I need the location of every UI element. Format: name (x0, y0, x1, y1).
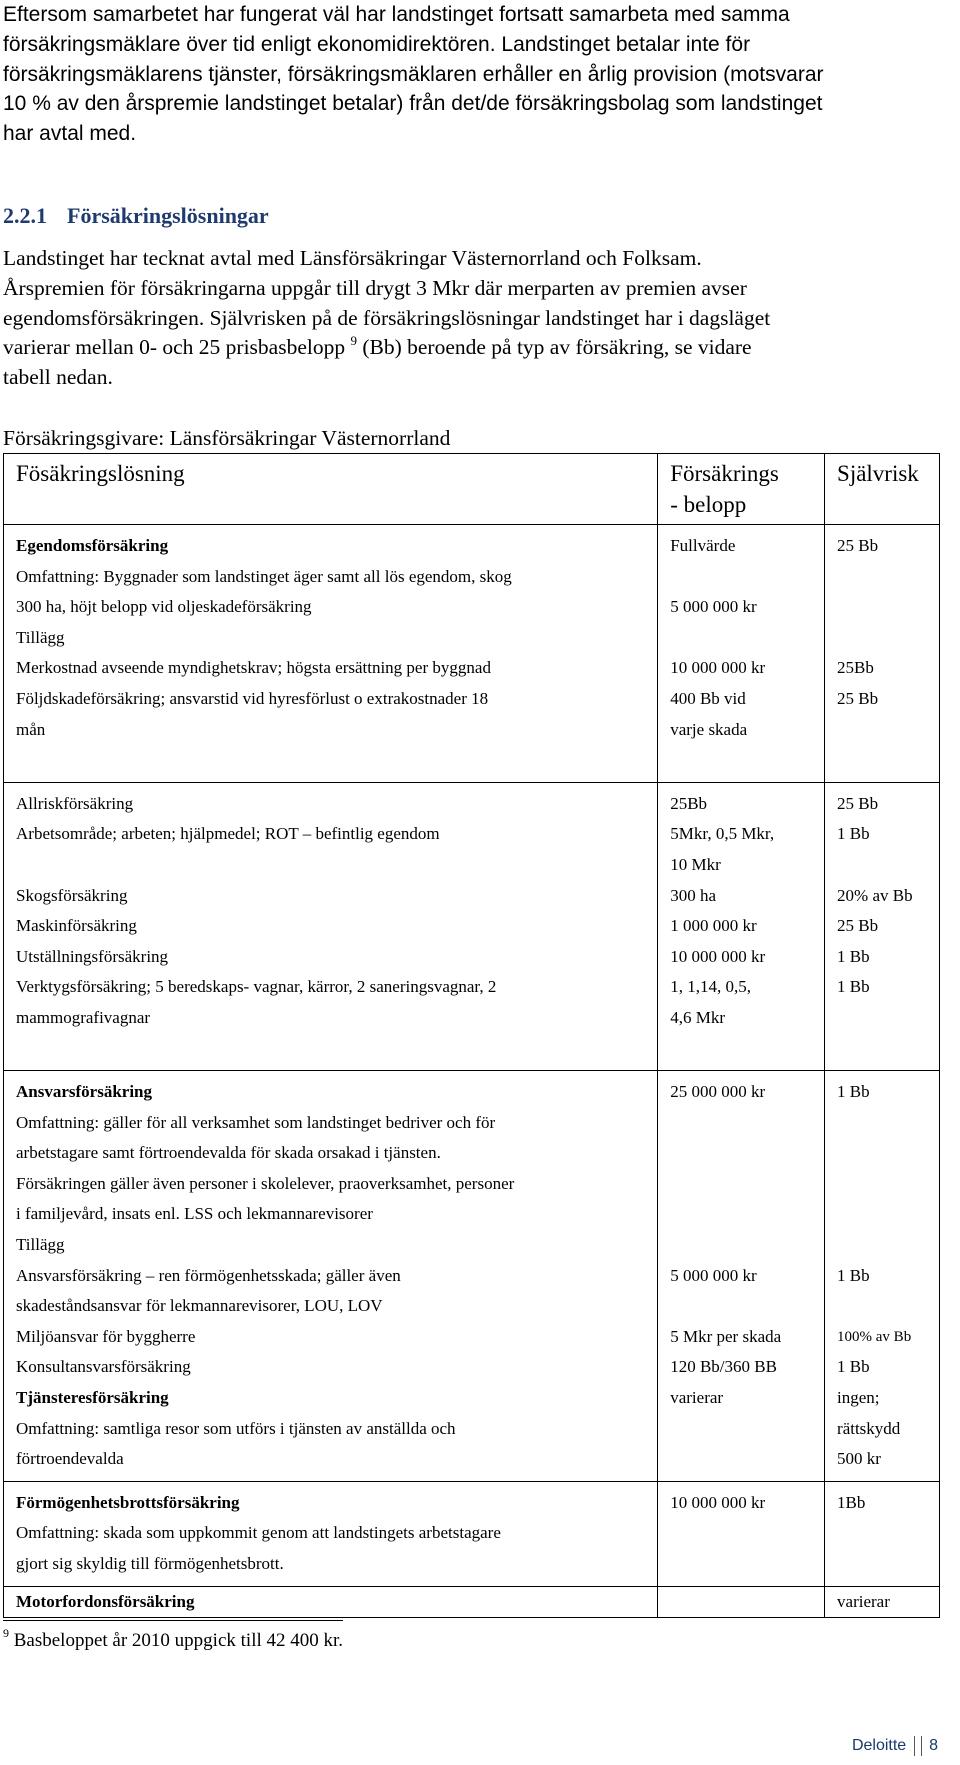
section-heading (3, 203, 269, 229)
solution-cell: Allriskförsäkring Arbetsområde; arbeten; hjälpmedel; ROT – befintlig egendom Skogsförsäkring Maskinförsäkring Utställningsförsäkring Verktygsförsäkring; 5 beredskaps- vagnar, kärror, 2 saneringsvagnar, 2 mammografivagnar (4, 782, 658, 1070)
solution-cell: Ansvarsförsäkring Omfattning: gäller för all verksamhet som landstinget bedriver och för arbetstagare samt förtroendevalda för skada orsakad i tjänsten. Försäkringen gäller även personer i skolelever, praoverksamhet, personer i familjevård, insats enl. LSS och lekmannarevisorer Tillägg Ansvarsförsäkring – ren förmögenhetsskada; gäller även skadeståndsansvar för lekmannarevisorer, LOU, LOV Miljöansvar för byggherre Konsultansvarsförsäkring Tjänsteresförsäkring Omfattning: samtliga resor som utförs i tjänsten av anställda och förtroendevalda (4, 1071, 658, 1482)
deductible-cell: 1Bb (825, 1481, 940, 1586)
page-footer (852, 1736, 938, 1756)
section-number: 2.2.1 (3, 203, 47, 228)
deductible-cell: varierar (825, 1586, 940, 1618)
solution-cell: Förmögenhetsbrottsförsäkring Omfattning: skada som uppkommit genom att landstingets arbetstagare gjort sig skyldig till förmögenhetsbrott. (4, 1481, 658, 1586)
insurer-caption: Försäkringsgivare: Länsförsäkringar Västernorrland (3, 426, 451, 450)
text-line: egendomsförsäkringen. Självrisken på de försäkringslösningar landstinget har i dagsläget (3, 305, 771, 330)
amount-cell: 10 000 000 kr (658, 1481, 825, 1586)
text-line: Eftersom samarbetet har fungerat väl har landstinget fortsatt samarbeta med samma (3, 3, 790, 26)
table-row (4, 782, 940, 1070)
text-segment: varierar mellan 0- och 25 prisbasbelopp (3, 335, 346, 360)
amount-cell: Fullvärde 5 000 000 kr 10 000 000 kr 400 Bb vid varje skada (658, 525, 825, 783)
col-header-solution: Fösäkringslösning (4, 454, 658, 525)
text-line (3, 333, 943, 363)
footnote (3, 1626, 344, 1652)
text-line: försäkringsmäklare över tid enligt ekonomidirektören. Landstinget betalar inte för (3, 32, 751, 56)
amount-cell: 25Bb 5Mkr, 0,5 Mkr, 10 Mkr 300 ha 1 000 000 kr 10 000 000 kr 1, 1,14, 0,5, 4,6 Mkr (658, 782, 825, 1070)
text-line: försäkringsmäklarens tjänster, försäkringsmäklaren erhåller en årlig provision (motsvarar (3, 62, 824, 86)
brand-name: Deloitte (851, 1737, 907, 1755)
text-line: tabell nedan. (3, 365, 113, 390)
deductible-cell: 25 Bb 1 Bb 20% av Bb 25 Bb 1 Bb 1 Bb (825, 782, 940, 1070)
footer-divider (914, 1736, 915, 1756)
table-row (4, 1071, 940, 1482)
solution-cell: Egendomsförsäkring Omfattning: Byggnader som landstinget äger samt all lös egendom, skog 300 ha, höjt belopp vid oljeskadeförsäkring Tillägg Merkostnad avseende myndighetskrav; högsta ersättning per byggnad Följdskadeförsäkring; ansvarstid vid hyresförlust o extrakostnader 18 mån (4, 525, 658, 783)
body-paragraph (3, 244, 943, 393)
footer-divider (921, 1736, 922, 1756)
text-line: 10 % av den årspremie landstinget betalar) från det/de försäkringsbolag som landstinget (3, 92, 823, 116)
footnote-text: Basbeloppet år 2010 uppgick till 42 400 kr. (13, 1630, 344, 1651)
table-row (4, 1586, 940, 1618)
text-line: Årspremien för försäkringarna uppgår till drygt 3 Mkr där merparten av premien avser (3, 275, 747, 300)
deductible-cell: 25 Bb 25Bb 25 Bb (825, 525, 940, 783)
page-number: 8 (929, 1737, 938, 1755)
table-row (4, 1481, 940, 1586)
col-header-deductible: Självrisk (825, 454, 940, 525)
solution-cell: Motorfordonsförsäkring (4, 1586, 658, 1618)
footnote-ref[interactable]: 9 (350, 333, 357, 349)
text-segment: (Bb) beroende på typ av försäkring, se vidare (356, 335, 752, 360)
amount-cell (658, 1586, 825, 1618)
intro-paragraph (3, 0, 943, 149)
insurance-table (3, 453, 940, 1618)
amount-cell: 25 000 000 kr 5 000 000 kr 5 Mkr per skada 120 Bb/360 BB varierar (658, 1071, 825, 1482)
section-title: Försäkringslösningar (67, 203, 269, 228)
deductible-cell: 1 Bb 1 Bb 100% av Bb 1 Bb ingen; rättskydd 500 kr (825, 1071, 940, 1482)
text-line: Landstinget har tecknat avtal med Länsförsäkringar Västernorrland och Folksam. (3, 246, 702, 270)
col-header-amount: Försäkrings - belopp (658, 454, 825, 525)
footnote-number: 9 (3, 1626, 9, 1640)
table-row (4, 525, 940, 783)
table-header-row (4, 454, 940, 525)
footnote-separator (3, 1620, 343, 1621)
text-line: har avtal med. (3, 122, 137, 146)
